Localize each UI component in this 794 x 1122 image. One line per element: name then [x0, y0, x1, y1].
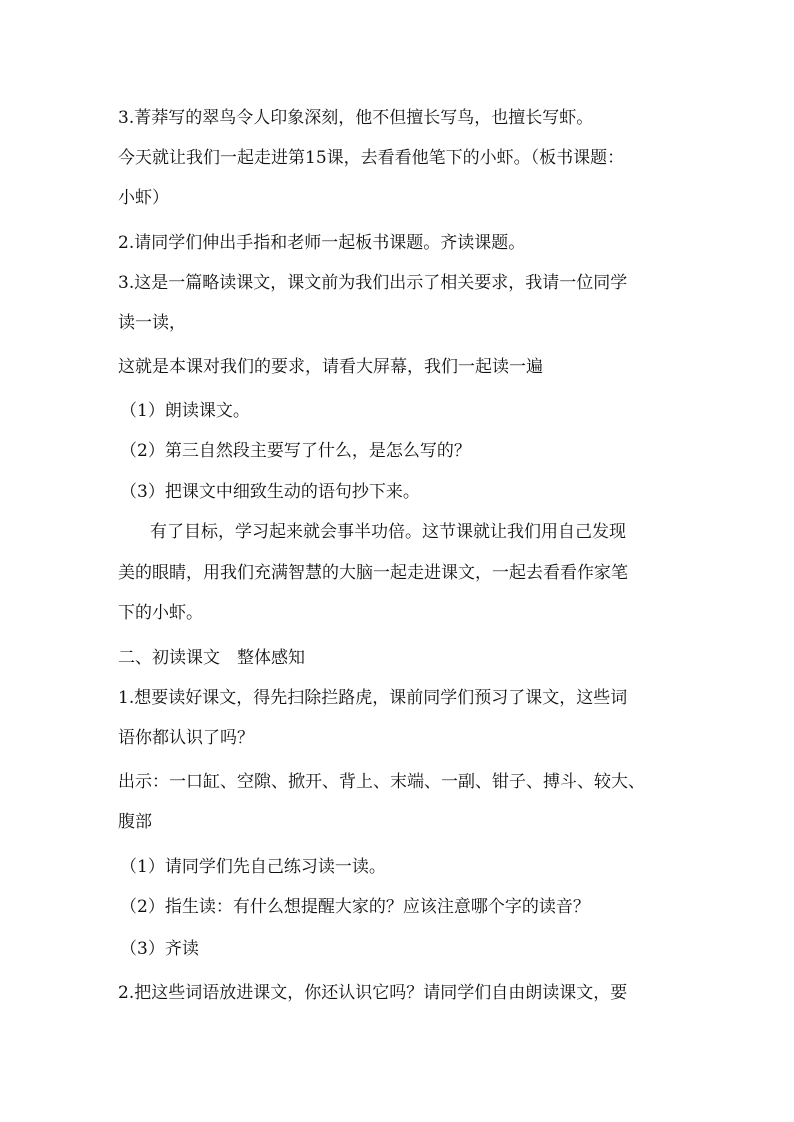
text-line: 语你都认识了吗？ — [118, 728, 254, 748]
text-line: 2.把这些词语放进课文，你还认识它吗？请同学们自由朗读课文，要 — [118, 983, 628, 1003]
list-item: （1）朗读课文。 — [120, 401, 250, 421]
text-line: 出示：一口缸、空隙、掀开、背上、末端、一副、钳子、搏斗、较大、 — [118, 772, 645, 792]
text-line: 读一读， — [118, 313, 186, 333]
text-line: 小虾） — [118, 188, 169, 208]
list-item: （3）把课文中细致生动的语句抄下来。 — [120, 482, 420, 502]
text-line: 2.请同学们伸出手指和老师一起板书课题。齐读课题。 — [118, 233, 526, 253]
list-item: （1）请同学们先自己练习读一读。 — [120, 857, 386, 877]
text-line: 下的小虾。 — [118, 603, 203, 623]
text-line: 腹部 — [118, 812, 152, 832]
list-item: （2）指生读：有什么想提醒大家的？应该注意哪个字的读音？ — [120, 897, 590, 917]
list-item: （2）第三自然段主要写了什么，是怎么写的？ — [120, 441, 471, 461]
text-line: 3.这是一篇略读课文，课文前为我们出示了相关要求，我请一位同学 — [118, 273, 628, 293]
text-line: 这就是本课对我们的要求，请看大屏幕，我们一起读一遍 — [118, 357, 543, 377]
list-item: （3）齐读 — [120, 939, 199, 959]
text-line: 美的眼睛，用我们充满智慧的大脑一起走进课文，一起去看看作家笔 — [118, 563, 628, 583]
text-line: 1.想要读好课文，得先扫除拦路虎，课前同学们预习了课文，这些词 — [118, 688, 628, 708]
section-heading: 二、初读课文 整体感知 — [118, 648, 305, 668]
text-line: 3.菁莽写的翠鸟令人印象深刻，他不但擅长写鸟，也擅长写虾。 — [118, 108, 594, 128]
paragraph-start: 有了目标，学习起来就会事半功倍。这节课就让我们用自己发现 — [150, 522, 626, 542]
text-line: 今天就让我们一起走进第15课，去看看他笔下的小虾。（板书课题： — [118, 148, 625, 168]
